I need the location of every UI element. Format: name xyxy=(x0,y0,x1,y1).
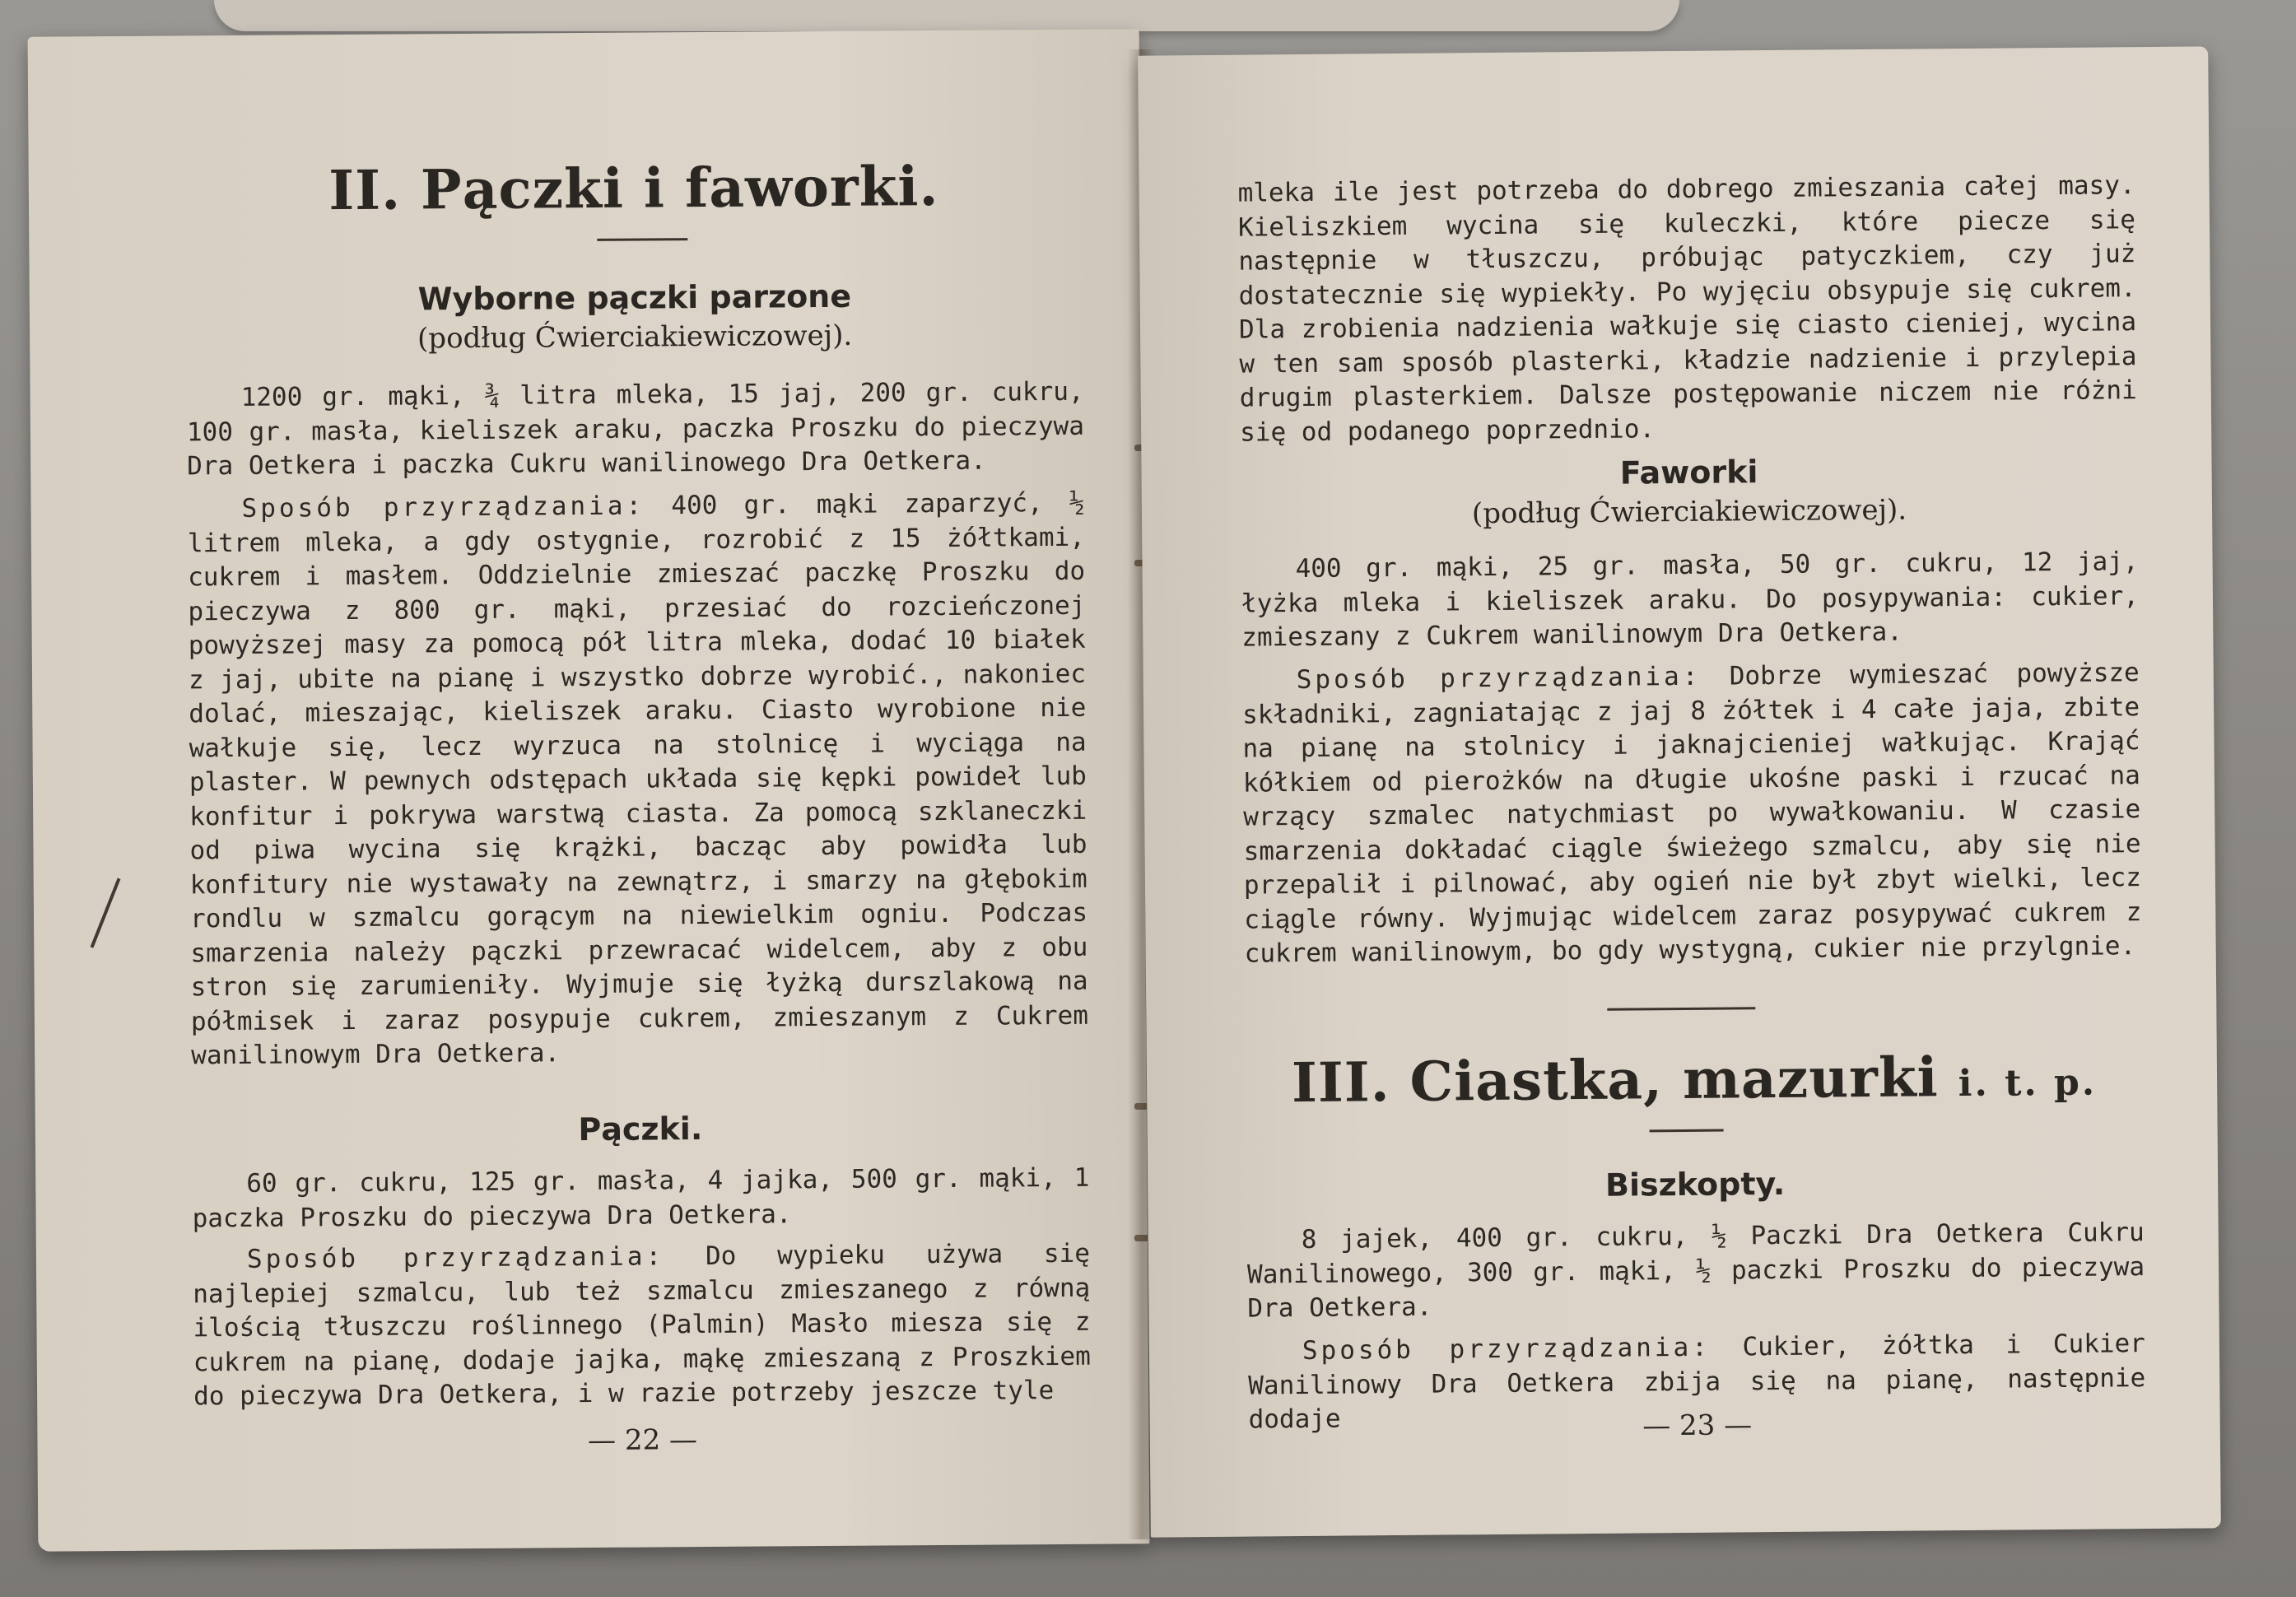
method-paczki-parzone xyxy=(187,487,1088,1073)
ingredients-faworki: 400 gr. mąki, 25 gr. masła, 50 gr. cukru, 12 jaj, łyżka mleka i kieliszek araku. Do posypywania: cukier, zmieszany z Cukrem wanilinowym Dra Oetkera. xyxy=(1241,547,2140,653)
chapter-title-text: III. Ciastka, mazurki xyxy=(1291,1045,1940,1115)
ingredients-paczki-parzone: 1200 gr. mąki, ¾ litra mleka, 15 jaj, 200 gr. cukru, 100 gr. masła, kieliszek araku, paczka Proszku do pieczywa Dra Oetkera i paczka Cukru wanilinowego Dra Oetkera. xyxy=(186,376,1085,482)
section-rule xyxy=(1607,1007,1755,1011)
chapter-title-suffix: i. t. p. xyxy=(1958,1061,2098,1106)
title-rule xyxy=(1650,1129,1724,1133)
method-label: Sposób przyrządzania: xyxy=(1296,661,1702,696)
page-number-23: — 23 — xyxy=(1642,1408,1753,1443)
page-number-22: — 22 — xyxy=(587,1423,698,1458)
paper-edge xyxy=(214,0,1679,31)
method-paczki xyxy=(193,1237,1091,1414)
right-page xyxy=(1138,46,2221,1537)
section-subtitle-faworki: (podług Ćwierciakiewiczowej). xyxy=(1471,493,1907,531)
method-text: Dobrze wymieszać powyższe składniki, zagniatając z jaj 8 żółtek i 4 całe jaja, zbite na pianę na stolnicy i jaknajcieniej wałkując. Krająć kółkiem od pierożków na długie ukośne paski i rzucać na wrzący szmalec natychmiast po wywałkowaniu. W czasie smarzenia dokładać ciągle świeżego szmalcu, aby się nie przepalił i pilnować, aby ogień nie był zbyt wielki, lecz ciągle równy. Wyjmując widelcem zaraz posypywać cukrem z cukrem wanilinowym, bo gdy wystygną, cukier nie przylgnie. xyxy=(1242,658,2142,969)
section-title-paczki-parzone: Wyborne pączki parzone xyxy=(417,277,852,318)
ingredients-biszkopty: 8 jajek, 400 gr. cukru, ½ Paczki Dra Oetkera Cukru Wanilinowego, 300 gr. mąki, ½ paczki Proszku do pieczywa Dra Oetkera. xyxy=(1246,1218,2145,1324)
left-page xyxy=(28,29,1150,1551)
chapter-title-3 xyxy=(1246,1043,2144,1115)
method-text: Do wypieku używa się najlepiej szmalcu, lub też szmalcu zmieszanego z równą ilością tłuszczu roślinnego (Palmin) Masło miesza się z cukrem na pianę, dodaje jajka, mąkę zmieszaną z Proszkiem do pieczywa Dra Oetkera, i w razie potrzeby jeszcze tyle xyxy=(193,1238,1091,1412)
ingredients-paczki: 60 gr. cukru, 125 gr. masła, 4 jajka, 500 gr. mąki, 1 paczka Proszku do pieczywa Dra Oetkera. xyxy=(192,1162,1090,1233)
section-title-biszkopty: Biszkopty. xyxy=(1604,1165,1786,1204)
method-text: 400 gr. mąki zaparzyć, ½ litrem mleka, a gdy ostygnie, rozrobić z 15 żółtkami, cukrem i masłem. Oddzielnie zmieszać paczkę Proszku do pieczywa z 800 gr. mąki, przesiać do rozcieńczonej powyższej masy za pomocą pół litra mleka, dodać 10 białek z jaj, ubite na pianę i wszystko dobrze wyrobić., nakoniec dolać, mieszając, kieliszek araku. Ciasto wyrobione nie wałkuje się, lecz wyrzuca na stolnicę i wyciąga na plaster. W pewnych odstępach układa się kępki powideł lub konfitur i pokrywa warstwą ciasta. Za pomocą szklaneczki od piwa wycina się krążki, bacząc aby powidła lub konfitury nie wystawały na zewnątrz, i smarzy na głębokim rondlu w szmalcu gorącym na niewielkim ogniu. Podczas smarzenia należy pączki przewracać widelcem, aby z obu stron się zarumieniły. Wyjmuje się łyżką durszlakową na półmisek i zaraz posypuje cukrem, zmieszanym z Cukrem wanilinowym Dra Oetkera. xyxy=(187,487,1089,1071)
section-title-paczki: Pączki. xyxy=(578,1110,703,1148)
section-subtitle-paczki-parzone: (podług Ćwierciakiewiczowej). xyxy=(417,319,853,356)
method-label: Sposób przyrządzania: xyxy=(241,491,645,524)
method-label: Sposób przyrządzania: xyxy=(246,1241,665,1274)
continuation-text: mleka ile jest potrzeba do dobrego zmieszania całej masy. Kieliszkiem wycina się kuleczki, które piecze się następnie w tłuszczu, próbując patyczkiem, czy już dostatecznie się wypiekły. Po wyjęciu obsypuje się cukrem. Dla zrobienia nadzienia wałkuje się ciasto cieniej, wycina w ten sam sposób plasterki, kładzie nadzienie i przylepia drugim plasterkiem. Dalsze postępowanie niczem nie różni się od podanego poprzednio. xyxy=(1237,170,2137,448)
pencil-mark xyxy=(91,878,121,948)
title-rule xyxy=(597,238,687,241)
method-faworki xyxy=(1242,656,2142,971)
chapter-title-2: II. Pączki i faworki. xyxy=(328,154,939,223)
binding-stitch xyxy=(1134,1235,1149,1241)
section-title-faworki: Faworki xyxy=(1619,454,1758,491)
method-text: Cukier, żółtka i Cukier Wanilinowy Dra Oetkera zbija się na pianę, następnie dodaje xyxy=(1248,1329,2146,1435)
method-label: Sposób przyrządzania: xyxy=(1302,1332,1712,1367)
